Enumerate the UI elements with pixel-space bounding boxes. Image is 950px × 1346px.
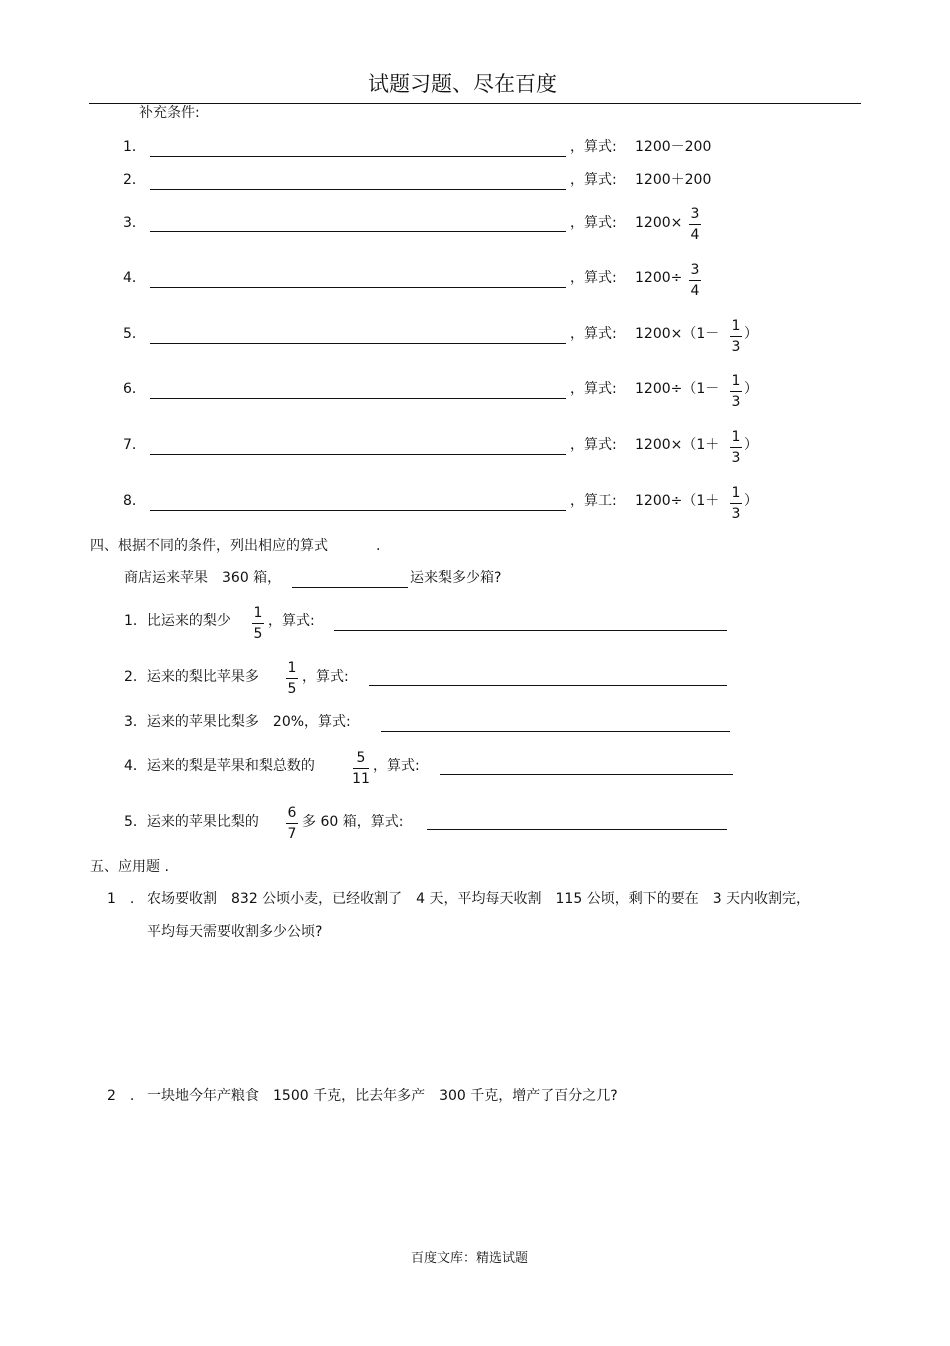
denominator: 3 <box>731 506 741 522</box>
s4-item-5-blank[interactable] <box>427 829 727 830</box>
problem-2-number: 2 . <box>107 1088 135 1104</box>
item-7-number: 7． <box>123 437 146 453</box>
s4-item-2-text: 2．运来的梨比苹果多 <box>124 669 259 685</box>
s4-item-5-sep: 多 60 箱，算式: <box>302 814 404 830</box>
item-1-formula: 1200－200 <box>635 139 712 155</box>
item-4-sep: ，算式: <box>570 270 617 286</box>
fraction-bar <box>286 823 298 824</box>
s4-item-1-sep: ，算式: <box>268 613 315 629</box>
item-2-formula: 1200＋200 <box>635 172 712 188</box>
numerator: 1 <box>731 373 741 389</box>
item-7-close: ） <box>744 437 758 453</box>
s4-item-4-fraction <box>350 751 372 786</box>
item-6-sep: ，算式: <box>570 381 617 397</box>
denominator: 11 <box>352 771 370 787</box>
header-rule <box>89 103 861 104</box>
fraction-bar <box>252 623 264 624</box>
item-4-number: 4． <box>123 270 146 286</box>
section-4-intro-pre: 商店运来苹果 360 箱， <box>124 570 282 586</box>
item-5-formula: 1200×（1－ <box>635 326 720 342</box>
item-4-fraction <box>686 263 704 298</box>
section-4-intro-blank[interactable] <box>292 587 408 588</box>
fraction-bar <box>730 503 742 504</box>
item-3-blank[interactable] <box>150 231 566 232</box>
problem-1-line-2: 平均每天需要收割多少公顷? <box>147 924 323 940</box>
item-4-blank[interactable] <box>150 287 566 288</box>
item-4-formula: 1200÷ <box>635 270 683 286</box>
denominator: 5 <box>253 626 263 642</box>
item-1-blank[interactable] <box>150 156 566 157</box>
item-7-formula: 1200×（1＋ <box>635 437 720 453</box>
item-6-fraction <box>727 374 745 409</box>
denominator: 4 <box>690 283 700 299</box>
s4-item-3-blank[interactable] <box>381 731 730 732</box>
denominator: 7 <box>287 826 297 842</box>
s4-item-4-blank[interactable] <box>440 774 733 775</box>
s4-item-1-fraction <box>249 606 267 641</box>
item-6-close: ） <box>744 381 758 397</box>
s4-item-5-text: 5．运来的苹果比梨的 <box>124 814 259 830</box>
item-6-formula: 1200÷（1－ <box>635 381 720 397</box>
item-1-number: 1． <box>123 139 146 155</box>
numerator: 1 <box>731 429 741 445</box>
denominator: 3 <box>731 339 741 355</box>
item-3-sep: ，算式: <box>570 215 617 231</box>
page-title: 试题习题、尽在百度 <box>368 72 557 96</box>
section-4-heading-dot: . <box>376 538 381 554</box>
s4-item-2-blank[interactable] <box>369 685 727 686</box>
numerator: 5 <box>356 750 366 766</box>
denominator: 4 <box>690 227 700 243</box>
item-7-fraction <box>727 430 745 465</box>
numerator: 3 <box>690 206 700 222</box>
item-5-fraction <box>727 319 745 354</box>
problem-1-line-1: 农场要收割 832 公顷小麦，已经收割了 4 天，平均每天收割 115 公顷，剩下的要在 3 天内收割完， <box>147 891 811 907</box>
item-7-blank[interactable] <box>150 454 566 455</box>
item-8-fraction <box>727 486 745 521</box>
s4-item-4-sep: ，算式: <box>373 758 420 774</box>
numerator: 1 <box>287 660 297 676</box>
item-5-number: 5． <box>123 326 146 342</box>
s4-item-2-fraction <box>283 661 301 696</box>
problem-1-number: 1 . <box>107 891 135 907</box>
item-8-number: 8． <box>123 493 146 509</box>
section-4-intro-post: 运来梨多少箱? <box>410 570 502 586</box>
fraction-bar <box>689 224 701 225</box>
item-5-blank[interactable] <box>150 343 566 344</box>
item-3-formula: 1200× <box>635 215 683 231</box>
item-7-sep: ，算式: <box>570 437 617 453</box>
item-6-number: 6． <box>123 381 146 397</box>
section-5-heading: 五、应用题 . <box>90 859 169 875</box>
s4-item-3-text: 3．运来的苹果比梨多 20%，算式: <box>124 714 351 730</box>
item-8-close: ） <box>744 493 758 509</box>
problem-2-line-1: 一块地今年产粮食 1500 千克，比去年多产 300 千克，增产了百分之几? <box>147 1088 618 1104</box>
fraction-bar <box>689 280 701 281</box>
fraction-bar <box>730 447 742 448</box>
fraction-bar <box>286 678 298 679</box>
item-3-number: 3． <box>123 215 146 231</box>
fraction-bar <box>353 768 369 769</box>
item-2-blank[interactable] <box>150 189 566 190</box>
item-2-sep: ，算式: <box>570 172 617 188</box>
fraction-bar <box>730 391 742 392</box>
numerator: 3 <box>690 262 700 278</box>
fraction-bar <box>730 336 742 337</box>
item-5-close: ） <box>744 326 758 342</box>
item-6-blank[interactable] <box>150 398 566 399</box>
numerator: 1 <box>253 605 263 621</box>
item-3-fraction <box>686 207 704 242</box>
item-2-number: 2． <box>123 172 146 188</box>
item-5-sep: ，算式: <box>570 326 617 342</box>
numerator: 6 <box>287 805 297 821</box>
s4-item-1-text: 1．比运来的梨少 <box>124 613 231 629</box>
numerator: 1 <box>731 485 741 501</box>
section-4-heading: 四、根据不同的条件，列出相应的算式 <box>90 538 328 554</box>
item-1-sep: ，算式: <box>570 139 617 155</box>
item-8-sep: ，算工: <box>570 493 617 509</box>
item-8-blank[interactable] <box>150 510 566 511</box>
denominator: 5 <box>287 681 297 697</box>
supplement-label: 补充条件: <box>139 105 200 121</box>
s4-item-2-sep: ，算式: <box>302 669 349 685</box>
item-8-formula: 1200÷（1＋ <box>635 493 720 509</box>
s4-item-1-blank[interactable] <box>334 630 727 631</box>
numerator: 1 <box>731 318 741 334</box>
s4-item-5-fraction <box>283 806 301 841</box>
page-footer: 百度文库：精选试题 <box>411 1251 529 1266</box>
denominator: 3 <box>731 394 741 410</box>
s4-item-4-text: 4．运来的梨是苹果和梨总数的 <box>124 758 315 774</box>
denominator: 3 <box>731 450 741 466</box>
